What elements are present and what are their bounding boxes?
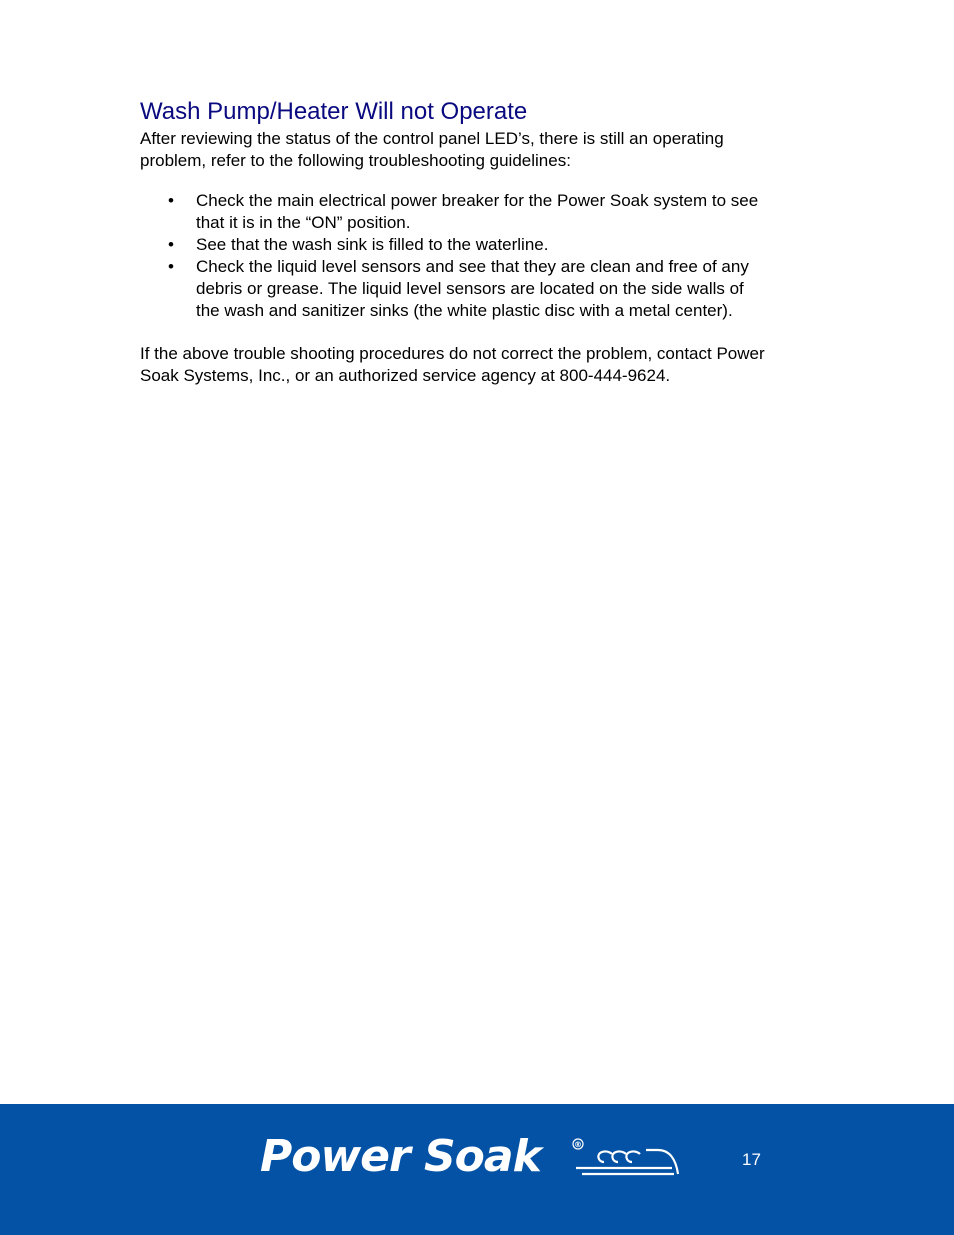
list-item-text: See that the wash sink is filled to the waterline. [196, 235, 549, 254]
page-footer [0, 1104, 954, 1235]
logo-mark-icon [568, 1138, 680, 1180]
intro-paragraph: After reviewing the status of the control panel LED’s, there is still an operating problem, refer to the following troubleshooting guidelines: [140, 129, 724, 170]
bullet-icon: • [168, 191, 174, 210]
list-item [140, 190, 770, 234]
section-heading: Wash Pump/Heater Will not Operate [140, 98, 528, 125]
page-number: 17 [742, 1150, 761, 1169]
list-item-text: Check the liquid level sensors and see that they are clean and free of any debris or grease. The liquid level sensors are located on the side walls of the wash and sanitizer sinks (the white plastic disc with a metal center). [196, 257, 749, 320]
bullet-icon: • [168, 235, 174, 254]
page-content [140, 96, 770, 387]
closing-paragraph: If the above trouble shooting procedures do not correct the problem, contact Power Soak Systems, Inc., or an authorized service agency at 800-444-9624. [140, 344, 765, 385]
troubleshooting-list [140, 190, 770, 322]
power-soak-logo [260, 1132, 680, 1182]
list-item [140, 234, 770, 256]
list-item-text: Check the main electrical power breaker for the Power Soak system to see that it is in the “ON” position. [196, 191, 759, 232]
registered-mark: ® [574, 1140, 582, 1149]
list-item [140, 256, 770, 322]
logo-text: Power Soak [260, 1131, 541, 1182]
bullet-icon: • [168, 257, 174, 276]
